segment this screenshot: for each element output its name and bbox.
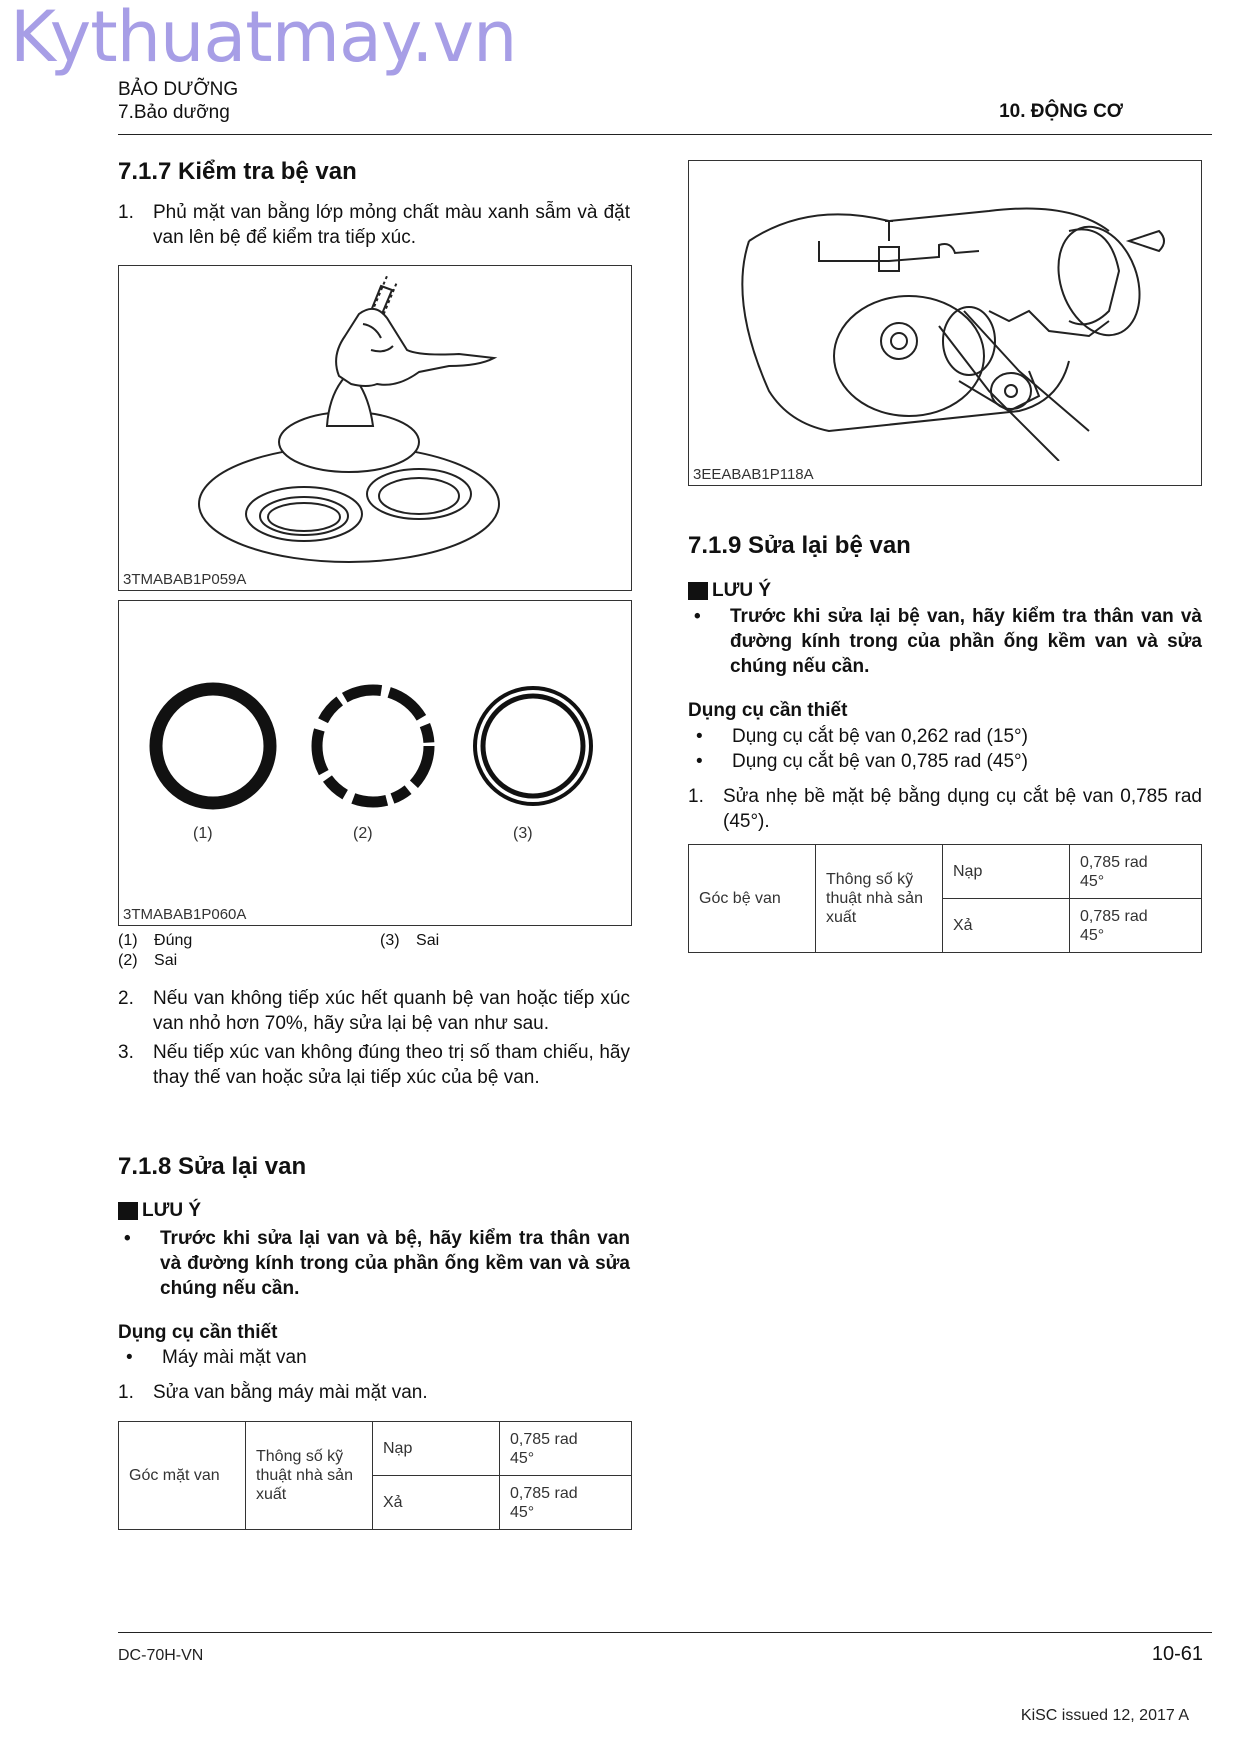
header-breadcrumb xyxy=(118,78,238,124)
table-spec: Thông số kỹ thuật nhà sản xuất xyxy=(816,845,943,953)
note-title-text: LƯU Ý xyxy=(712,580,772,601)
header-section: BẢO DƯỠNG xyxy=(118,79,239,100)
step-text: Sửa van bằng máy mài mặt van. xyxy=(153,1382,428,1403)
figure-seat-cutter xyxy=(688,160,1202,486)
caption-text: Đúng xyxy=(154,932,193,949)
s718-step-1 xyxy=(118,1380,630,1405)
caption-number: (3) xyxy=(380,932,400,949)
tool-text: Dụng cụ cắt bệ van 0,262 rad (15°) xyxy=(732,726,1028,747)
table-intake-label: Nạp xyxy=(373,1422,500,1476)
caption-number: (1) xyxy=(118,932,138,949)
contact-pattern-illustration xyxy=(119,601,630,901)
s718-note xyxy=(118,1226,630,1301)
step-text: Nếu van không tiếp xúc hết quanh bệ van hoặc tiếp xúc van nhỏ hơn 70%, hãy sửa lại bệ van như sau. xyxy=(153,988,630,1034)
value-deg: 45° xyxy=(510,1449,535,1467)
bullet-icon: • xyxy=(126,1347,133,1368)
issued-note: KiSC issued 12, 2017 A xyxy=(1020,1707,1189,1724)
bullet-icon: • xyxy=(694,606,701,627)
figure-code: 3EEABAB1P118A xyxy=(693,466,814,483)
pattern-label-2: (2) xyxy=(353,825,373,842)
table-intake-label: Nạp xyxy=(943,845,1070,899)
s717-step-2 xyxy=(118,986,630,1036)
s718-tool-1 xyxy=(118,1345,630,1370)
spec-table-valve-seat xyxy=(688,844,1202,953)
figure-code: 3TMABAB1P060A xyxy=(123,906,247,923)
doc-code: DC-70H-VN xyxy=(118,1647,204,1664)
step-number: 1. xyxy=(118,1382,134,1403)
caption-number: (2) xyxy=(118,952,138,969)
header-chapter: 10. ĐỘNG CƠ xyxy=(999,101,1123,122)
figure-code: 3TMABAB1P059A xyxy=(123,571,247,588)
s717-step-1 xyxy=(118,200,630,250)
table-item: Góc mặt van xyxy=(119,1422,246,1530)
step-number: 3. xyxy=(118,1042,134,1063)
watermark: Kythuatmay.vn xyxy=(10,0,517,78)
bullet-icon: • xyxy=(124,1228,131,1249)
s717-step-3 xyxy=(118,1040,630,1090)
caption-2 xyxy=(118,952,177,970)
value-rad: 0,785 rad xyxy=(1080,907,1148,925)
valve-check-illustration xyxy=(119,266,630,566)
value-rad: 0,785 rad xyxy=(1080,853,1148,871)
section-title-719: 7.1.9 Sửa lại bệ van xyxy=(688,532,911,559)
table-exhaust-label: Xả xyxy=(373,1476,500,1530)
section-title-717: 7.1.7 Kiểm tra bệ van xyxy=(118,158,357,185)
s719-note-title xyxy=(688,580,771,602)
s719-tools-title: Dụng cụ cần thiết xyxy=(688,700,848,721)
table-exhaust-value xyxy=(500,1476,632,1530)
table-exhaust-value xyxy=(1070,899,1202,953)
s719-tool-1 xyxy=(688,724,1202,749)
step-number: 1. xyxy=(688,786,704,807)
note-text: Trước khi sửa lại van và bệ, hãy kiểm tra thân van và đường kính trong của phần ống kềm van và sửa chúng nếu cần. xyxy=(160,1228,630,1299)
note-title-text: LƯU Ý xyxy=(142,1200,202,1221)
tool-text: Dụng cụ cắt bệ van 0,785 rad (45°) xyxy=(732,751,1028,772)
table-intake-value xyxy=(1070,845,1202,899)
spec-table-valve-face xyxy=(118,1421,632,1530)
step-text: Nếu tiếp xúc van không đúng theo trị số tham chiếu, hãy thay thế van hoặc sửa lại tiếp xúc của bệ van. xyxy=(153,1042,630,1088)
value-deg: 45° xyxy=(510,1503,535,1521)
table-item: Góc bệ van xyxy=(689,845,816,953)
tool-text: Máy mài mặt van xyxy=(162,1347,307,1368)
caption-1 xyxy=(118,932,192,950)
s719-step-1 xyxy=(688,784,1202,834)
caption-3 xyxy=(380,932,439,950)
table-spec: Thông số kỹ thuật nhà sản xuất xyxy=(246,1422,373,1530)
header-rule xyxy=(118,134,1212,135)
value-rad: 0,785 rad xyxy=(510,1430,578,1448)
table-exhaust-label: Xả xyxy=(943,899,1070,953)
pattern-label-1: (1) xyxy=(193,825,213,842)
figure-contact-patterns xyxy=(118,600,632,926)
note-square-icon xyxy=(118,1202,138,1220)
section-title-718: 7.1.8 Sửa lại van xyxy=(118,1153,307,1180)
s718-note-title xyxy=(118,1200,201,1222)
header-subsection: 7.Bảo dưỡng xyxy=(118,102,230,123)
s718-tools-title: Dụng cụ cần thiết xyxy=(118,1322,278,1343)
step-number: 1. xyxy=(118,202,134,223)
table-intake-value xyxy=(500,1422,632,1476)
step-text: Sửa nhẹ bề mặt bệ bằng dụng cụ cắt bệ van 0,785 rad (45°). xyxy=(723,786,1202,832)
step-number: 2. xyxy=(118,988,134,1009)
step-text: Phủ mặt van bằng lớp mỏng chất màu xanh sẫm và đặt van lên bệ để kiểm tra tiếp xúc. xyxy=(153,202,630,248)
caption-text: Sai xyxy=(416,932,440,949)
caption-text: Sai xyxy=(154,952,178,969)
bullet-icon: • xyxy=(696,751,703,772)
pattern-label-3: (3) xyxy=(513,825,533,842)
bullet-icon: • xyxy=(696,726,703,747)
figure-valve-blue-check xyxy=(118,265,632,591)
value-deg: 45° xyxy=(1080,926,1105,944)
value-deg: 45° xyxy=(1080,872,1105,890)
footer-rule xyxy=(118,1632,1212,1633)
seat-cutter-illustration xyxy=(689,161,1200,461)
s719-note xyxy=(688,604,1202,679)
note-square-icon xyxy=(688,582,708,600)
s719-tool-2 xyxy=(688,749,1202,774)
page-number: 10-61 xyxy=(1151,1643,1203,1665)
note-text: Trước khi sửa lại bệ van, hãy kiểm tra thân van và đường kính trong của phần ống kềm van và sửa chúng nếu cần. xyxy=(730,606,1202,677)
value-rad: 0,785 rad xyxy=(510,1484,578,1502)
